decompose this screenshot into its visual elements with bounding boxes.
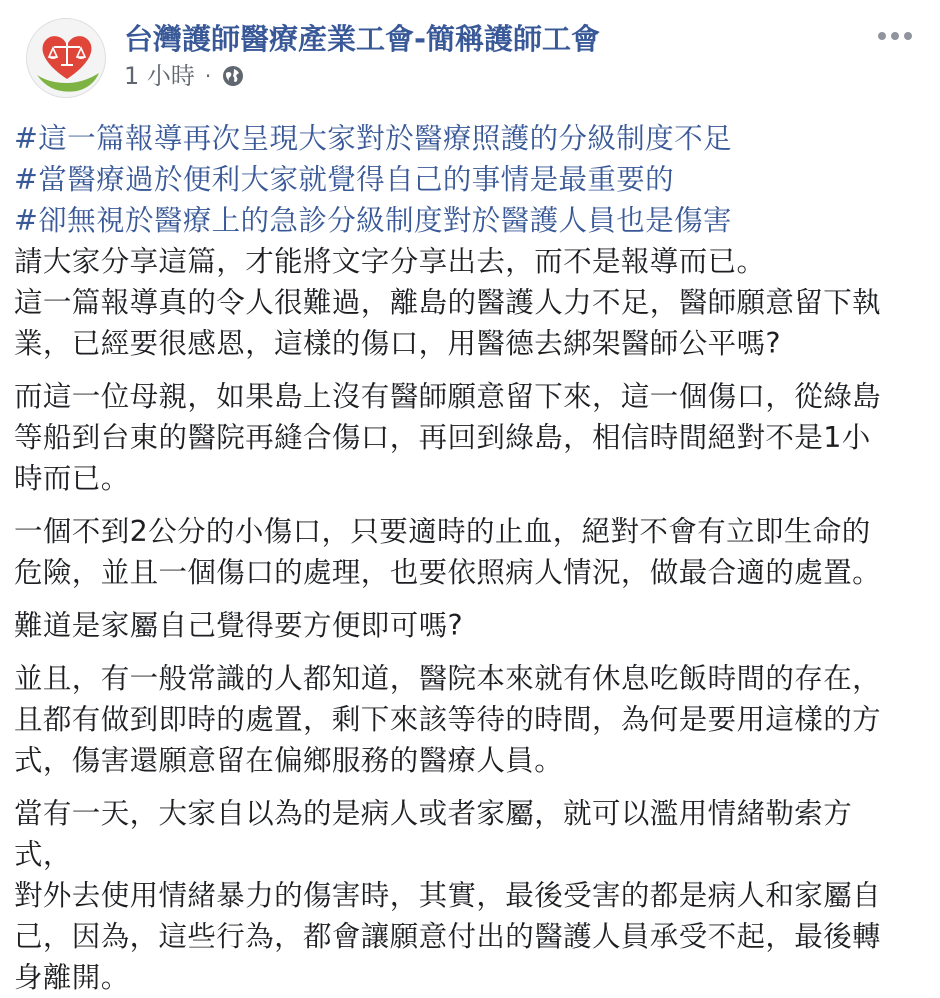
globe-icon[interactable] [221, 64, 245, 88]
text-line: 且都有做到即時的處置，剩下來該等待的時間，為何是要用這樣的方 [14, 703, 882, 736]
text-line: 式，傷害還願意留在偏鄉服務的醫療人員。 [14, 744, 564, 777]
post-paragraph [14, 376, 918, 499]
text-line: 當有一天，大家自以為的是病人或者家屬，就可以濫用情緒勒索方 [14, 797, 853, 830]
post-meta [124, 62, 245, 91]
text-line: 而這一位母親，如果島上沒有醫師願意留下來，這一個傷口，從綠島 [14, 380, 882, 413]
hashtag-link[interactable]: #這一篇報導再次呈現大家對於醫療照護的分級制度不足 [14, 122, 732, 155]
page-name-link[interactable]: 台灣護師醫療產業工會-簡稱護師工會 [124, 22, 601, 56]
post-paragraph [14, 605, 918, 646]
text-line: 式， [14, 838, 72, 871]
hashtag-link[interactable]: #卻無視於醫療上的急診分級制度對於醫護人員也是傷害 [14, 204, 732, 237]
text-line: 等船到台東的醫院再縫合傷口，再回到綠島，相信時間絕對不是1小 [14, 421, 871, 454]
text-line: 危險，並且一個傷口的處理，也要依照病人情況，做最合適的處置。 [14, 556, 882, 589]
page-avatar[interactable] [26, 18, 106, 98]
text-line: 難道是家屬自己覺得要方便即可嗎? [14, 609, 464, 642]
text-line: 業，已經要很感恩，這樣的傷口，用醫德去綁架醫師公平嗎? [14, 327, 781, 360]
post-paragraph [14, 793, 918, 998]
text-line: 這一篇報導真的令人很難過，離島的醫護人力不足，醫師願意留下執 [14, 286, 882, 319]
text-line: 一個不到2公分的小傷口，只要適時的止血，絕對不會有立即生命的 [14, 515, 871, 548]
hashtag-block [14, 118, 918, 241]
post-body [14, 118, 918, 998]
post-paragraph [14, 241, 918, 364]
text-line: 對外去使用情緒暴力的傷害時，其實，最後受害的都是病人和家屬自 [14, 879, 882, 912]
post-header [14, 0, 918, 104]
post-paragraph [14, 658, 918, 781]
post-timestamp[interactable]: 1 小時 [124, 62, 195, 90]
text-line: 己，因為，這些行為，都會讓願意付出的醫護人員承受不起，最後轉 [14, 920, 882, 953]
heart-scales-logo-icon [27, 19, 106, 98]
meta-separator: · [204, 64, 212, 89]
text-line: 請大家分享這篇，才能將文字分享出去，而不是報導而已。 [14, 245, 766, 278]
more-options-icon[interactable] [872, 26, 918, 46]
text-line: 並且，有一般常識的人都知道，醫院本來就有休息吃飯時間的存在， [14, 662, 882, 695]
text-line: 時而已。 [14, 462, 130, 495]
text-line: 身離開。 [14, 961, 130, 994]
hashtag-link[interactable]: #當醫療過於便利大家就覺得自己的事情是最重要的 [14, 163, 675, 196]
post-paragraph [14, 511, 918, 593]
